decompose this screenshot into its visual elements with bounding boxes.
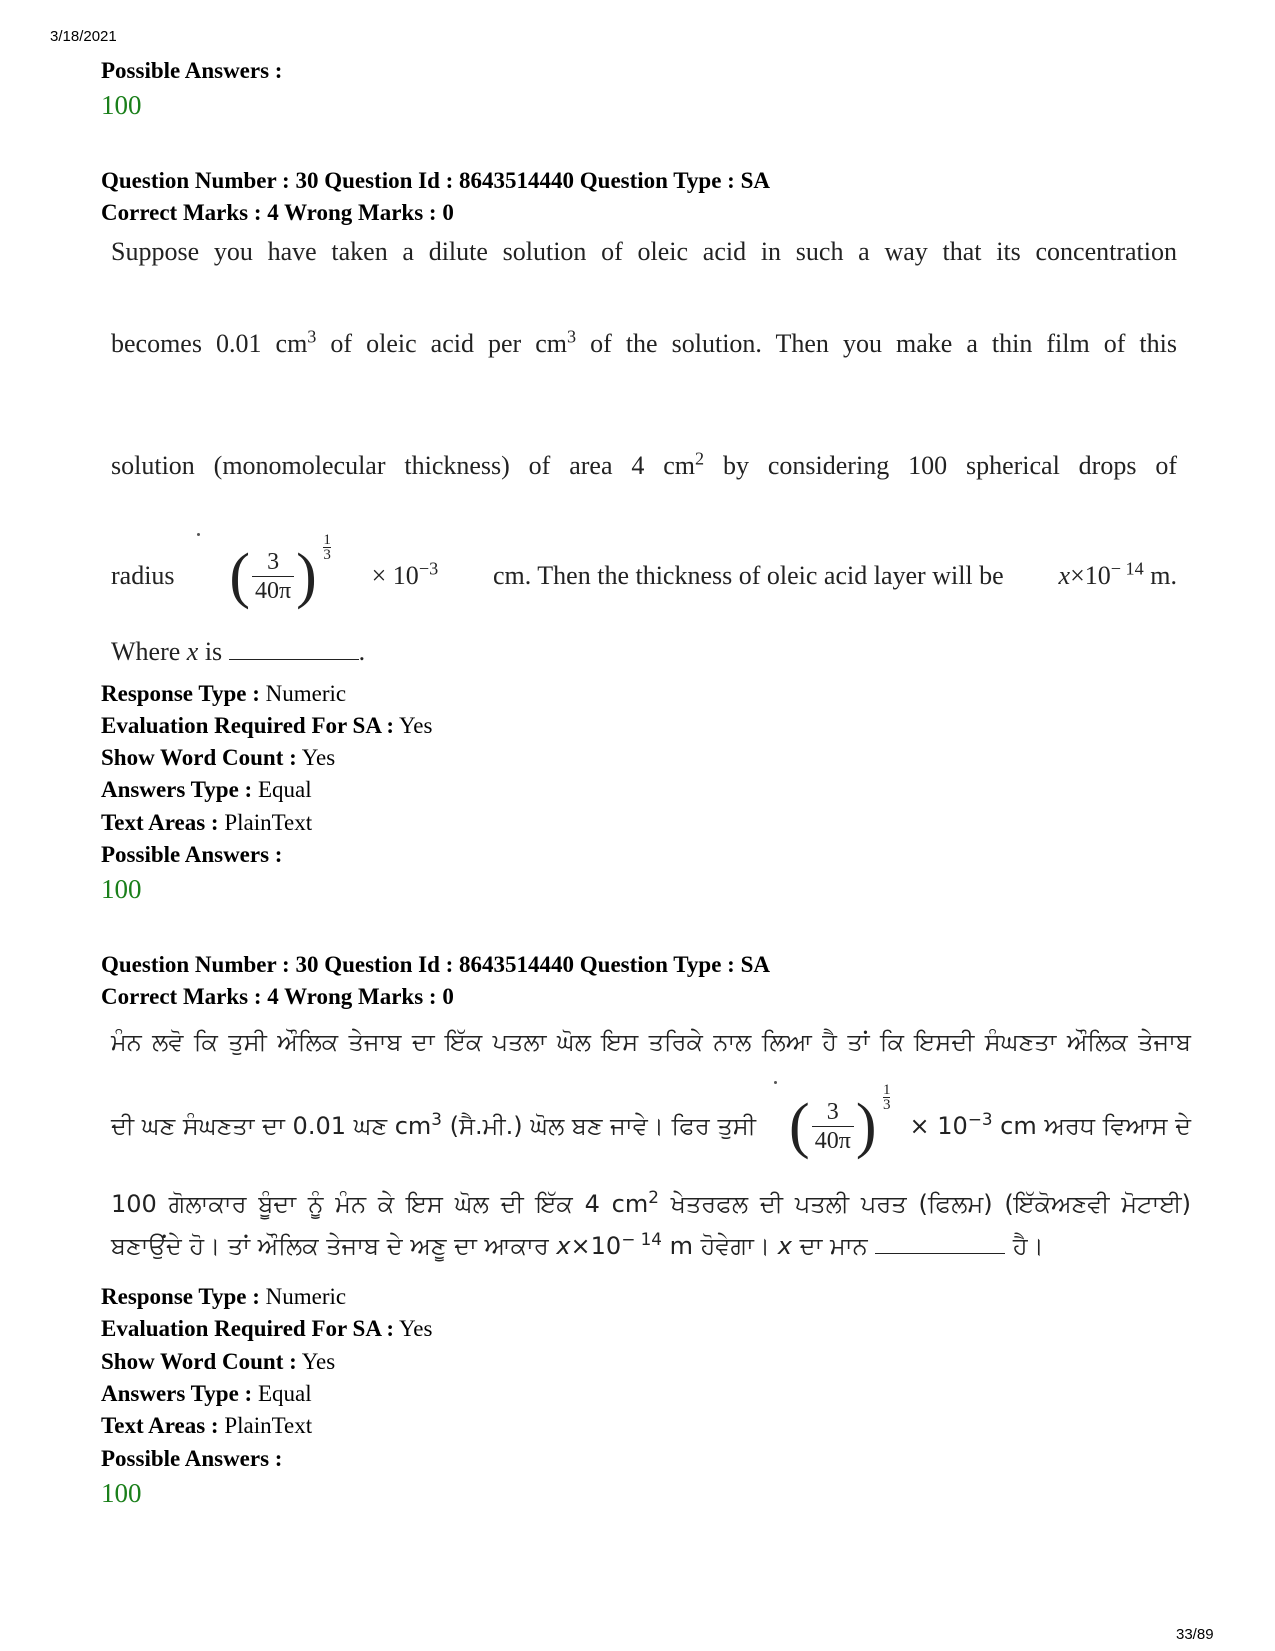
text-areas: Text Areas : PlainText: [101, 810, 313, 835]
scan-dot: [774, 1081, 777, 1084]
answer-blank: [875, 1233, 1005, 1254]
question-text-line-1: Suppose you have taken a dilute solution of oleic acid in such a way that its concentration: [111, 237, 1177, 266]
question-header: Question Number : 30 Question Id : 8643514440 Question Type : SA: [101, 952, 770, 977]
question-text-punjabi-line-3: 100 ਗੋਲਾਕਾਰ ਬੂੰਦਾ ਨੂੰ ਮੰਨ ਕੇ ਇਸ ਘੋਲ ਦੀ ਇੱਕ 4 $cm^2$ ਖੇਤਰਫਲ ਦੀ ਪਤਲੀ ਪਰਤ (ਫਿਲਮ) (ਇੱਕੋਅਣਵੀ ਮੋਟਾਈ): [111, 1187, 1191, 1218]
possible-answers-label: Possible Answers :: [101, 58, 283, 83]
possible-answer-value: 100: [101, 874, 142, 904]
question-text-punjabi-line-2: ਦੀ ਘਣ ਸੰਘਣਤਾ ਦਾ 0.01 ਘਣ $cm^3$ (ਸੈ.ਮੀ.) ਘੋਲ ਬਣ ਜਾਵੇ। ਫਿਰ ਤੁਸੀ ( $\frac{3}{40\pi}$ ) 1 3 × $10^{-3}$ cm ਅਰਧ ਵਿਆਸ ਦੇ: [111, 1082, 1191, 1160]
marks-line: Correct Marks : 4 Wrong Marks : 0: [101, 200, 454, 225]
question-text-line-3: solution (monomolecular thickness) of area 4 $cm^2$ by considering 100 spherical drops of: [111, 448, 1177, 480]
question-header: Question Number : 30 Question Id : 8643514440 Question Type : SA: [101, 168, 770, 193]
evaluation-required: Evaluation Required For SA : Yes: [101, 1316, 433, 1341]
text-areas: Text Areas : PlainText: [101, 1413, 313, 1438]
scan-dot: [197, 533, 200, 536]
possible-answers-label: Possible Answers :: [101, 1446, 283, 1471]
answer-blank: [229, 639, 359, 660]
response-type: Response Type : Numeric: [101, 1284, 347, 1309]
show-word-count: Show Word Count : Yes: [101, 745, 336, 770]
possible-answer-value: 100: [101, 1478, 142, 1508]
question-text-line-5: Where x is .: [111, 637, 366, 666]
question-text-punjabi-line-4: ਬਣਾਉਂਦੇ ਹੋ। ਤਾਂ ਔਲਿਕ ਤੇਜਾਬ ਦੇ ਅਣੂ ਦਾ ਆਕਾਰ $x\times 10^{- 14}$ m ਹੋਵੇਗਾ। x ਦਾ ਮਾਨ ਹੈ।: [111, 1229, 1044, 1260]
page-date: 3/18/2021: [50, 28, 117, 45]
possible-answer-value: 100: [101, 90, 142, 120]
radius-fraction: ( $\frac{3}{40\pi}$ ) 1 3: [229, 532, 331, 610]
radius-fraction: ( $\frac{3}{40\pi}$ ) 1 3: [789, 1082, 891, 1160]
show-word-count: Show Word Count : Yes: [101, 1349, 336, 1374]
marks-line: Correct Marks : 4 Wrong Marks : 0: [101, 984, 454, 1009]
question-text-punjabi-line-1: ਮੰਨ ਲਵੋ ਕਿ ਤੁਸੀ ਔਲਿਕ ਤੇਜਾਬ ਦਾ ਇੱਕ ਪਤਲਾ ਘੋਲ ਇਸ ਤਰਿਕੇ ਨਾਲ ਲਿਆ ਹੈ ਤਾਂ ਕਿ ਇਸਦੀ ਸੰਘਣਤਾ ਔਲਿਕ ਤੇਜਾਬ: [111, 1028, 1191, 1056]
question-text-line-2: becomes 0.01 $cm^3$ of oleic acid per $cm^3$ of the solution. Then you make a thin film of this: [111, 326, 1177, 358]
possible-answers-label: Possible Answers :: [101, 842, 283, 867]
answers-type: Answers Type : Equal: [101, 1381, 312, 1406]
question-text-line-4: radius ( $\frac{3}{40\pi}$ ) 1 3 × $10^{-3}$ cm. Then the thickness of oleic acid layer will be $x\times 10^{- 14}$ m.: [111, 532, 1177, 610]
answers-type: Answers Type : Equal: [101, 777, 312, 802]
response-type: Response Type : Numeric: [101, 681, 347, 706]
evaluation-required: Evaluation Required For SA : Yes: [101, 713, 433, 738]
page-number: 33/89: [1176, 1626, 1214, 1643]
